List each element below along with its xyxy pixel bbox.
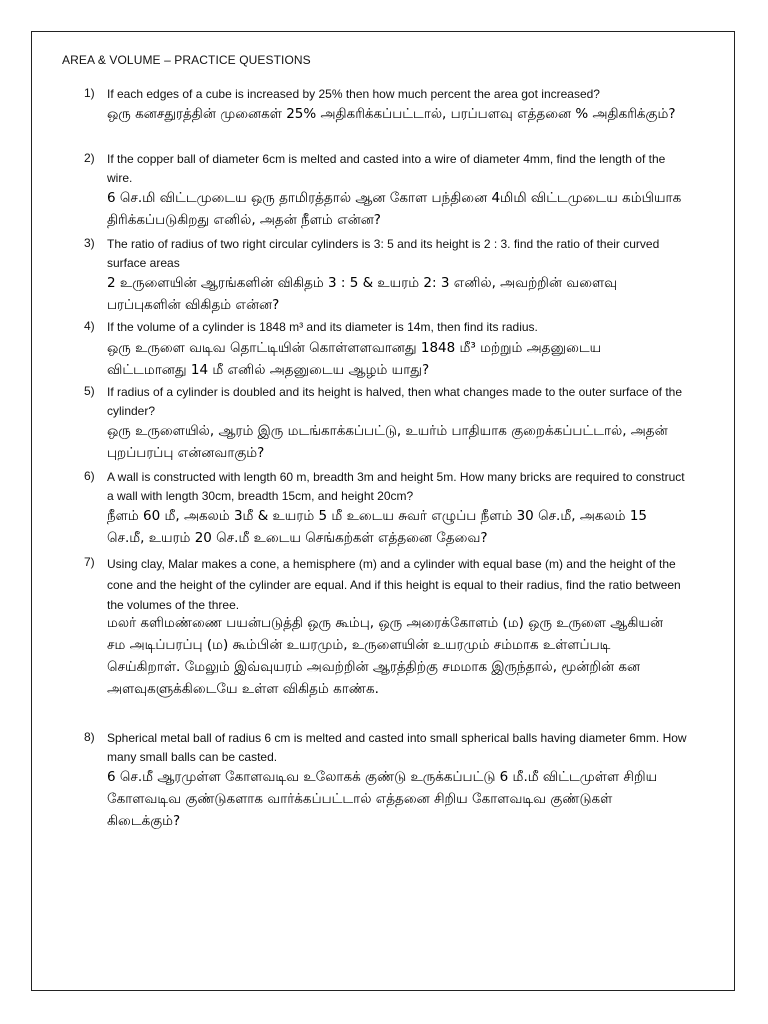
question-english: Using clay, Malar makes a cone, a hemisphere (m) and a cylinder with equal base (m) and the height of the cone and the height of the cylinder are equal. And if this height is equal to their radius, find the ratio between the volumes of the three. — [107, 557, 681, 612]
question-english: If each edges of a cube is increased by 25% then how much percent the area got increased? — [107, 87, 600, 101]
question-tamil: மலர் களிமண்ணை பயன்படுத்தி ஒரு கூம்பு, ஒரு அரைக்கோளம் (ம) ஒரு உருளை ஆகியன் சம அடிப்பரப்பு (ம) கூம்பின் உயரமும், உருளையின் உயரமும் சம்மாக உள்ளப்படி செய்கிறாள். மேலும் இவ்வுயரம் அவற்றின் ஆரத்திற்கு சமமாக இருந்தால், மூன்றின் கன அளவுகளுக்கிடையே உள்ள விகிதம் காண்க. — [107, 615, 664, 697]
question-tamil: 2 உருளையின் ஆரங்களின் விகிதம் 3 : 5 & உயரம் 2: 3 எனில், அவற்றின் வளைவு பரப்புகளின் விகிதம் என்ன? — [107, 275, 618, 313]
page-title: AREA & VOLUME – PRACTICE QUESTIONS — [62, 53, 311, 67]
question-tamil: 6 செ.மீ ஆரமுள்ள கோளவடிவ உலோகக் குண்டு உருக்கப்பட்டு 6 மீ.மீ விட்டமுள்ள சிறிய கோளவடிவ குண்டுகளாக வார்க்கப்பட்டால் எத்தனை சிறிய கோளவடிவ குண்டுகள் கிடைக்கும்? — [107, 769, 658, 829]
question-tamil: 6 செ.மி விட்டமுடைய ஒரு தாமிரத்தால் ஆன கோள பந்தினை 4மிமி விட்டமுடைய கம்பியாக திரிக்கப்படுகிறது எனில், அதன் நீளம் என்ன? — [107, 190, 682, 228]
question-english: If the copper ball of diameter 6cm is melted and casted into a wire of diameter 4mm, find the length of the wire. — [107, 152, 666, 185]
question-number: 2) — [84, 151, 95, 165]
question-number: 4) — [84, 319, 95, 333]
question-english: If the volume of a cylinder is 1848 m³ and its diameter is 14m, then find its radius. — [107, 320, 538, 334]
question-number: 6) — [84, 469, 95, 483]
question-english: If radius of a cylinder is doubled and its height is halved, then what changes made to the outer surface of the cylinder? — [107, 385, 683, 418]
question-number: 3) — [84, 236, 95, 250]
question-number: 7) — [84, 555, 95, 569]
question-tamil: ஒரு உருளை வடிவ தொட்டியின் கொள்ளளவானது 1848 மீ³ மற்றும் அதனுடைய விட்டமானது 14 மீ எனில் அதனுடைய ஆழம் யாது? — [107, 340, 602, 378]
question-tamil: ஒரு கனசதுரத்தின் முனைகள் 25% அதிகரிக்கப்பட்டால், பரப்பளவு எத்தனை % அதிகரிக்கும்? — [107, 106, 676, 122]
question-english: Spherical metal ball of radius 6 cm is melted and casted into small spherical balls having diameter 6mm. How many small balls can be casted. — [107, 731, 687, 764]
question-number: 5) — [84, 384, 95, 398]
question-english: The ratio of radius of two right circular cylinders is 3: 5 and its height is 2 : 3. find the ratio of their curved surface areas — [107, 237, 660, 270]
question-tamil: ஒரு உருளையில், ஆரம் இரு மடங்காக்கப்பட்டு, உயர்ம் பாதியாக குறைக்கப்பட்டால், அதன் புறப்பரப்பு என்னவாகும்? — [107, 423, 668, 461]
question-tamil: நீளம் 60 மீ, அகலம் 3மீ & உயரம் 5 மீ உடைய சுவர் எழுப்ப நீளம் 30 செ.மீ, அகலம் 15 செ.மீ, உயரம் 20 செ.மீ உடைய செங்கற்கள் எத்தனை தேவை? — [107, 508, 647, 546]
question-number: 1) — [84, 86, 95, 100]
question-english: A wall is constructed with length 60 m, breadth 3m and height 5m. How many bricks are required to construct a wall with length 30cm, breadth 15cm, and height 20cm? — [107, 470, 685, 503]
question-number: 8) — [84, 730, 95, 744]
